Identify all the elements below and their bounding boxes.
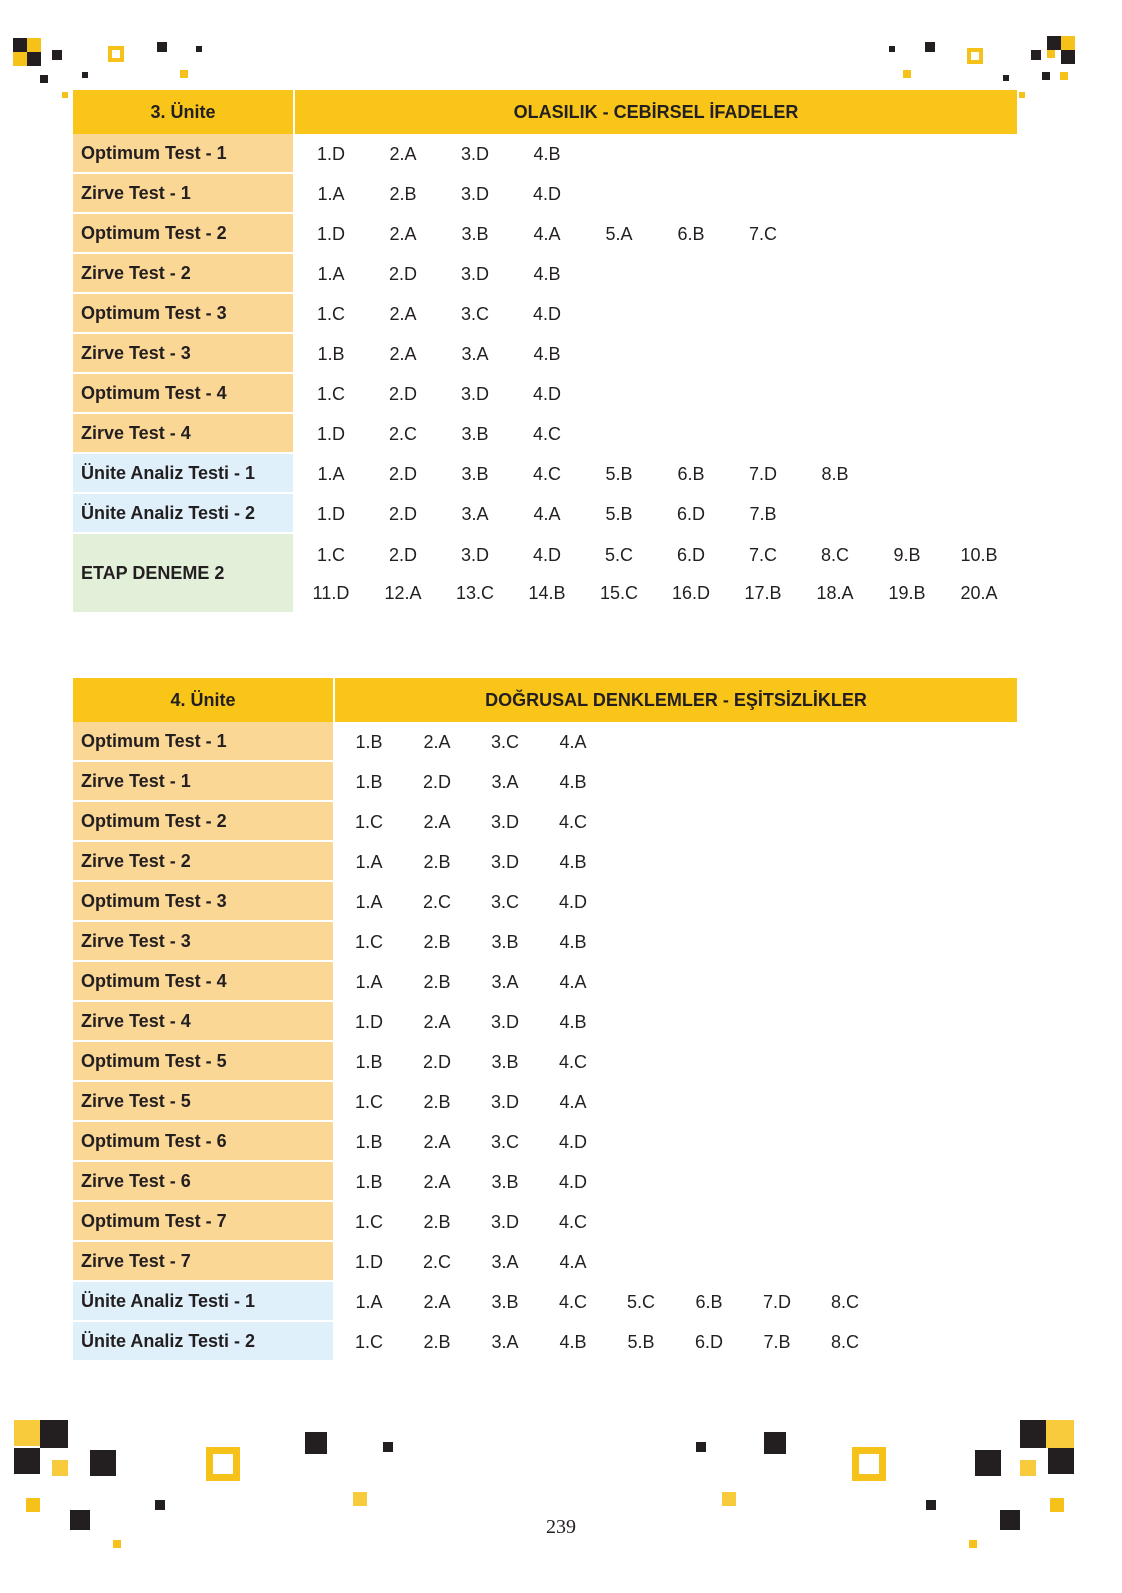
table-row bbox=[73, 842, 1017, 882]
answer: 6.B bbox=[695, 1291, 723, 1312]
answer: 2.D bbox=[388, 463, 417, 484]
answers-cell bbox=[295, 294, 1017, 334]
answer: 3.C bbox=[490, 1131, 519, 1152]
answer: 13.C bbox=[455, 582, 495, 603]
answer: 4.B bbox=[559, 771, 587, 792]
table-body bbox=[73, 722, 1017, 1362]
test-name: Ünite Analiz Testi - 2 bbox=[73, 1322, 335, 1362]
answer: 1.C bbox=[354, 811, 383, 832]
answer: 1.B bbox=[355, 1171, 383, 1192]
answer: 1.A bbox=[355, 1291, 383, 1312]
answer: 4.A bbox=[559, 731, 587, 752]
answer: 3.B bbox=[461, 423, 489, 444]
table-row bbox=[73, 294, 1017, 334]
table-row bbox=[73, 214, 1017, 254]
answers-cell bbox=[295, 174, 1017, 214]
table-row bbox=[73, 1122, 1017, 1162]
answer: 3.A bbox=[491, 771, 519, 792]
answer: 7.B bbox=[763, 1331, 791, 1352]
unit-label: 4. Ünite bbox=[73, 678, 335, 722]
answers-cell bbox=[335, 922, 1017, 962]
answers-cell bbox=[335, 1202, 1017, 1242]
answer: 3.D bbox=[460, 143, 489, 164]
answer: 1.A bbox=[317, 463, 345, 484]
answers-cell bbox=[295, 334, 1017, 374]
answer: 4.B bbox=[559, 1331, 587, 1352]
answer: 2.B bbox=[423, 971, 451, 992]
answers-cell bbox=[295, 134, 1017, 174]
answer: 1.B bbox=[355, 731, 383, 752]
table-row bbox=[73, 494, 1017, 534]
answer: 3.A bbox=[491, 971, 519, 992]
answer: 7.D bbox=[748, 463, 777, 484]
answer: 8.B bbox=[821, 463, 849, 484]
answer-table-unit-3 bbox=[73, 90, 1017, 614]
answer: 2.A bbox=[423, 731, 451, 752]
answer: 7.D bbox=[762, 1291, 791, 1312]
table-row bbox=[73, 1242, 1017, 1282]
answer: 1.C bbox=[316, 544, 345, 565]
answer: 8.C bbox=[830, 1331, 859, 1352]
test-name: Optimum Test - 4 bbox=[73, 374, 295, 414]
answer: 1.B bbox=[355, 1131, 383, 1152]
answers-cell bbox=[335, 882, 1017, 922]
answers-cell bbox=[295, 454, 1017, 494]
answers-cell bbox=[335, 1002, 1017, 1042]
answer: 4.D bbox=[558, 1131, 587, 1152]
table-row bbox=[73, 374, 1017, 414]
answers-cell bbox=[335, 1082, 1017, 1122]
test-name: Optimum Test - 4 bbox=[73, 962, 335, 1002]
answer: 14.B bbox=[528, 582, 566, 603]
answer: 3.D bbox=[490, 1211, 519, 1232]
answer: 5.C bbox=[626, 1291, 655, 1312]
table-row bbox=[73, 1042, 1017, 1082]
answer: 2.A bbox=[389, 343, 417, 364]
answer: 2.B bbox=[389, 183, 417, 204]
answer: 2.B bbox=[423, 851, 451, 872]
answer: 4.A bbox=[559, 971, 587, 992]
etap-name: ETAP DENEME 2 bbox=[73, 534, 295, 614]
answer: 7.C bbox=[748, 223, 777, 244]
test-name: Optimum Test - 2 bbox=[73, 214, 295, 254]
answer: 3.D bbox=[460, 383, 489, 404]
unit-title: DOĞRUSAL DENKLEMLER - EŞİTSİZLİKLER bbox=[335, 678, 1017, 722]
test-name: Optimum Test - 1 bbox=[73, 722, 335, 762]
answer: 4.D bbox=[558, 1171, 587, 1192]
answers-cell bbox=[295, 254, 1017, 294]
answer: 3.B bbox=[491, 1291, 519, 1312]
test-name: Zirve Test - 4 bbox=[73, 1002, 335, 1042]
answers-cell bbox=[335, 762, 1017, 802]
answer: 8.C bbox=[820, 544, 849, 565]
table-row bbox=[73, 134, 1017, 174]
test-name: Zirve Test - 4 bbox=[73, 414, 295, 454]
test-name: Zirve Test - 7 bbox=[73, 1242, 335, 1282]
answer: 3.C bbox=[460, 303, 489, 324]
answer: 3.B bbox=[491, 931, 519, 952]
answer: 1.D bbox=[316, 143, 345, 164]
answer: 3.A bbox=[491, 1331, 519, 1352]
answer: 2.D bbox=[388, 263, 417, 284]
table-row bbox=[73, 1282, 1017, 1322]
answer: 4.B bbox=[559, 931, 587, 952]
answers-cell bbox=[335, 1042, 1017, 1082]
answer: 2.C bbox=[388, 423, 417, 444]
answer: 4.C bbox=[532, 463, 561, 484]
answer: 2.D bbox=[422, 1051, 451, 1072]
answer: 1.A bbox=[355, 971, 383, 992]
test-name: Zirve Test - 3 bbox=[73, 922, 335, 962]
table-row bbox=[73, 762, 1017, 802]
answer: 2.D bbox=[422, 771, 451, 792]
answer-table-unit-4 bbox=[73, 678, 1017, 1362]
answer: 5.A bbox=[605, 223, 633, 244]
answers-cell bbox=[335, 1242, 1017, 1282]
answer: 1.D bbox=[354, 1251, 383, 1272]
answer: 2.A bbox=[389, 143, 417, 164]
answer: 4.B bbox=[533, 263, 561, 284]
answer: 3.C bbox=[490, 891, 519, 912]
answer: 3.A bbox=[461, 343, 489, 364]
answer: 18.A bbox=[816, 582, 854, 603]
answers-cell bbox=[335, 722, 1017, 762]
answer: 2.A bbox=[389, 223, 417, 244]
test-name: Zirve Test - 6 bbox=[73, 1162, 335, 1202]
answer: 2.A bbox=[423, 1291, 451, 1312]
answer: 3.A bbox=[491, 1251, 519, 1272]
answer: 5.B bbox=[627, 1331, 655, 1352]
answer: 4.A bbox=[559, 1251, 587, 1272]
answer: 2.B bbox=[423, 931, 451, 952]
answer: 4.D bbox=[532, 303, 561, 324]
answers-cell bbox=[335, 842, 1017, 882]
table-row bbox=[73, 1082, 1017, 1122]
table-row bbox=[73, 1322, 1017, 1362]
answer: 1.D bbox=[316, 223, 345, 244]
answer: 2.D bbox=[388, 503, 417, 524]
table-row bbox=[73, 722, 1017, 762]
answer: 6.D bbox=[676, 503, 705, 524]
answer: 4.C bbox=[558, 1211, 587, 1232]
answer: 1.B bbox=[355, 1051, 383, 1072]
answer: 17.B bbox=[744, 582, 782, 603]
answer: 3.B bbox=[491, 1051, 519, 1072]
answer: 4.B bbox=[533, 143, 561, 164]
test-name: Optimum Test - 3 bbox=[73, 882, 335, 922]
answer: 7.C bbox=[748, 544, 777, 565]
etap-answer-line bbox=[295, 574, 1017, 612]
test-name: Optimum Test - 6 bbox=[73, 1122, 335, 1162]
answer: 16.D bbox=[671, 582, 711, 603]
etap-answers-cell bbox=[295, 534, 1017, 614]
answer: 2.B bbox=[423, 1331, 451, 1352]
table-body bbox=[73, 134, 1017, 614]
answer: 10.B bbox=[960, 544, 998, 565]
test-name: Zirve Test - 3 bbox=[73, 334, 295, 374]
answer: 6.D bbox=[694, 1331, 723, 1352]
answer: 1.D bbox=[354, 1011, 383, 1032]
answer: 4.B bbox=[559, 1011, 587, 1032]
answer: 2.C bbox=[422, 1251, 451, 1272]
answer: 2.B bbox=[423, 1091, 451, 1112]
answer: 4.D bbox=[532, 383, 561, 404]
answer: 1.A bbox=[317, 263, 345, 284]
answer: 2.B bbox=[423, 1211, 451, 1232]
table-row bbox=[73, 882, 1017, 922]
answer: 3.B bbox=[461, 463, 489, 484]
answer: 3.A bbox=[461, 503, 489, 524]
answer: 1.B bbox=[317, 343, 345, 364]
test-name: Optimum Test - 7 bbox=[73, 1202, 335, 1242]
test-name: Zirve Test - 2 bbox=[73, 254, 295, 294]
unit-title: OLASILIK - CEBİRSEL İFADELER bbox=[295, 90, 1017, 134]
test-name: Optimum Test - 5 bbox=[73, 1042, 335, 1082]
answer: 4.A bbox=[533, 223, 561, 244]
answer: 4.C bbox=[532, 423, 561, 444]
answer: 20.A bbox=[960, 582, 998, 603]
answer: 6.B bbox=[677, 463, 705, 484]
answer: 1.C bbox=[354, 1091, 383, 1112]
table-row bbox=[73, 414, 1017, 454]
answers-cell bbox=[335, 1162, 1017, 1202]
answer: 12.A bbox=[384, 582, 422, 603]
test-name: Ünite Analiz Testi - 1 bbox=[73, 1282, 335, 1322]
answer: 3.D bbox=[490, 1091, 519, 1112]
answer: 3.B bbox=[491, 1171, 519, 1192]
test-name: Optimum Test - 3 bbox=[73, 294, 295, 334]
test-name: Ünite Analiz Testi - 1 bbox=[73, 454, 295, 494]
answer: 1.C bbox=[354, 1211, 383, 1232]
answers-cell bbox=[295, 374, 1017, 414]
answer: 1.C bbox=[354, 1331, 383, 1352]
answer: 2.D bbox=[388, 383, 417, 404]
answers-cell bbox=[335, 1322, 1017, 1362]
unit-label: 3. Ünite bbox=[73, 90, 295, 134]
answer: 3.D bbox=[460, 544, 489, 565]
answer: 9.B bbox=[893, 544, 921, 565]
test-name: Zirve Test - 1 bbox=[73, 762, 335, 802]
table-row bbox=[73, 334, 1017, 374]
answer: 3.D bbox=[460, 263, 489, 284]
answer: 1.A bbox=[317, 183, 345, 204]
answer: 4.C bbox=[558, 1051, 587, 1072]
answers-cell bbox=[335, 1282, 1017, 1322]
answers-cell bbox=[295, 214, 1017, 254]
answer: 6.B bbox=[677, 223, 705, 244]
answer: 3.D bbox=[490, 811, 519, 832]
test-name: Ünite Analiz Testi - 2 bbox=[73, 494, 295, 534]
answer: 1.C bbox=[354, 931, 383, 952]
answer: 4.B bbox=[559, 851, 587, 872]
answer: 2.C bbox=[422, 891, 451, 912]
answer: 1.A bbox=[355, 851, 383, 872]
answer: 8.C bbox=[830, 1291, 859, 1312]
answer: 1.B bbox=[355, 771, 383, 792]
answer: 4.C bbox=[558, 811, 587, 832]
answer: 15.C bbox=[599, 582, 639, 603]
answer: 5.B bbox=[605, 463, 633, 484]
table-row bbox=[73, 922, 1017, 962]
answer: 3.B bbox=[461, 223, 489, 244]
test-name: Zirve Test - 2 bbox=[73, 842, 335, 882]
answers-cell bbox=[335, 1122, 1017, 1162]
table-row bbox=[73, 1202, 1017, 1242]
answer: 2.A bbox=[423, 1131, 451, 1152]
answer: 3.C bbox=[490, 731, 519, 752]
answer: 4.A bbox=[559, 1091, 587, 1112]
answer: 19.B bbox=[888, 582, 926, 603]
answer: 4.B bbox=[533, 343, 561, 364]
etap-answer-line bbox=[295, 536, 1017, 574]
answers-cell bbox=[295, 414, 1017, 454]
table-row bbox=[73, 454, 1017, 494]
answer: 4.C bbox=[558, 1291, 587, 1312]
answer: 2.D bbox=[388, 544, 417, 565]
answer: 2.A bbox=[423, 1171, 451, 1192]
answer: 2.A bbox=[423, 1011, 451, 1032]
page-number: 239 bbox=[546, 1516, 576, 1538]
table-row-etap bbox=[73, 534, 1017, 614]
answer: 7.B bbox=[749, 503, 777, 524]
table-row bbox=[73, 962, 1017, 1002]
table-row bbox=[73, 802, 1017, 842]
answer: 1.A bbox=[355, 891, 383, 912]
answer: 1.D bbox=[316, 503, 345, 524]
test-name: Optimum Test - 2 bbox=[73, 802, 335, 842]
test-name: Zirve Test - 1 bbox=[73, 174, 295, 214]
answers-cell bbox=[335, 802, 1017, 842]
answer: 4.D bbox=[532, 544, 561, 565]
answer: 4.A bbox=[533, 503, 561, 524]
answer: 4.D bbox=[558, 891, 587, 912]
answer: 1.C bbox=[316, 383, 345, 404]
answer: 4.D bbox=[532, 183, 561, 204]
answer: 6.D bbox=[676, 544, 705, 565]
answer: 1.D bbox=[316, 423, 345, 444]
table-row bbox=[73, 1002, 1017, 1042]
table-row bbox=[73, 254, 1017, 294]
answer: 3.D bbox=[490, 851, 519, 872]
answer: 2.A bbox=[389, 303, 417, 324]
answer: 3.D bbox=[460, 183, 489, 204]
answers-cell bbox=[295, 494, 1017, 534]
test-name: Zirve Test - 5 bbox=[73, 1082, 335, 1122]
answer: 11.D bbox=[312, 582, 350, 603]
answers-cell bbox=[335, 962, 1017, 1002]
answer: 5.C bbox=[604, 544, 633, 565]
answer: 1.C bbox=[316, 303, 345, 324]
table-row bbox=[73, 1162, 1017, 1202]
answer: 3.D bbox=[490, 1011, 519, 1032]
answer: 2.A bbox=[423, 811, 451, 832]
table-row bbox=[73, 174, 1017, 214]
answer: 5.B bbox=[605, 503, 633, 524]
test-name: Optimum Test - 1 bbox=[73, 134, 295, 174]
